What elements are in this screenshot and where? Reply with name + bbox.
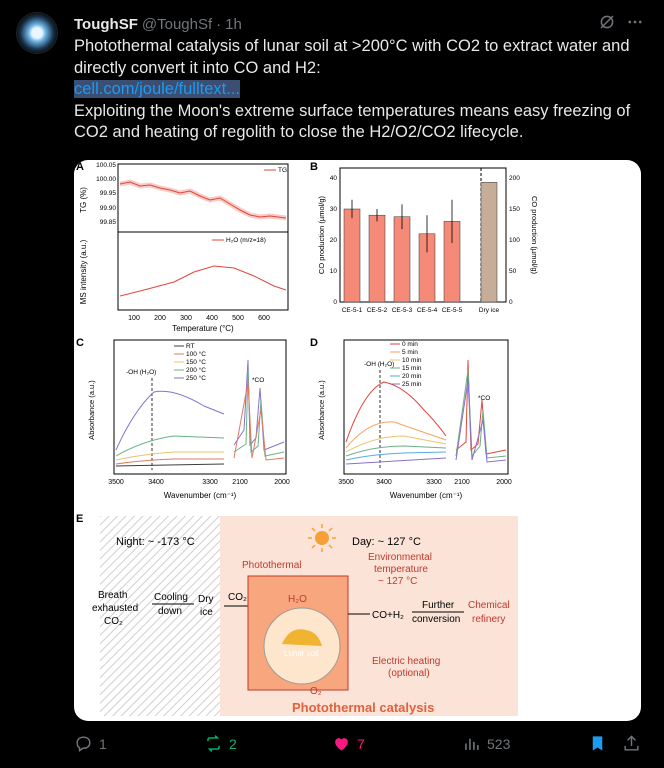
bar <box>369 215 385 302</box>
b-left-tick: 20 <box>329 237 337 244</box>
tg-tick: 99.90 <box>99 205 116 212</box>
co2-label: CO₂ <box>228 592 247 603</box>
tg-tick: 99.95 <box>99 190 116 197</box>
d-x-tick: 3500 <box>338 479 354 486</box>
grok-icon[interactable] <box>598 13 616 31</box>
c-x-tick: 3300 <box>202 479 218 486</box>
c-oh-label: -OH (H₂O) <box>126 369 157 376</box>
d-curve <box>346 446 446 456</box>
d-legend-item: 5 min <box>402 349 418 356</box>
b-ylabel-left: CO production (µmol/g) <box>317 195 326 275</box>
retweet-button[interactable] <box>204 734 237 753</box>
tweet-header <box>74 13 644 35</box>
view-count: 523 <box>487 735 511 752</box>
tweet-text <box>74 36 644 144</box>
env-line-3: ~ 127 °C <box>378 576 418 587</box>
c-legend-item: 250 °C <box>186 375 206 382</box>
figure-svg <box>74 160 641 721</box>
d-legend-item: 0 min <box>402 341 418 348</box>
photothermal-label: Photothermal <box>242 560 302 571</box>
c-curve <box>116 464 224 466</box>
b-left-tick: 10 <box>329 268 337 275</box>
like-count: 7 <box>357 735 365 752</box>
more-icon[interactable] <box>626 13 644 31</box>
product-label: CO+H₂ <box>372 610 404 621</box>
dry-ice-line-2: ice <box>200 607 213 618</box>
ms-ylabel: MS intensity (a.u.) <box>79 239 88 305</box>
share-button[interactable] <box>622 734 641 753</box>
b-left-tick: 0 <box>333 299 337 306</box>
d-co-label: *CO <box>478 395 491 402</box>
tg-tick: 99.85 <box>99 219 116 226</box>
env-line-1: Environmental <box>368 552 432 563</box>
c-x-tick: 3500 <box>108 479 124 486</box>
timestamp[interactable]: 1h <box>225 15 242 33</box>
b-left-tick: 40 <box>329 175 337 182</box>
tg-ylabel: TG (%) <box>79 187 88 213</box>
b-right-tick: 100 <box>509 237 520 244</box>
display-name[interactable]: ToughSF <box>74 15 138 33</box>
breath-line-3: CO₂ <box>104 616 123 627</box>
bar-category-label: Dry ice <box>478 307 500 314</box>
further-line-1: Further <box>422 600 455 611</box>
c-x-tick: 2000 <box>274 479 290 486</box>
panel-a-label: A <box>76 161 84 173</box>
env-line-2: temperature <box>374 564 428 575</box>
bar <box>344 209 360 302</box>
bar-category-label: CE-5-2 <box>366 307 388 314</box>
further-line-2: conversion <box>412 614 461 625</box>
reply-icon <box>74 734 93 753</box>
d-curve <box>346 436 446 452</box>
tg-band <box>120 182 286 218</box>
c-ylabel: Absorbance (a.u.) <box>87 380 96 440</box>
c-x-tick: 2100 <box>232 479 248 486</box>
views-button[interactable] <box>462 734 510 753</box>
figure-caption: Photothermal catalysis <box>292 700 435 715</box>
day-label: Day: ~ 127 °C <box>352 536 421 548</box>
c-co-label: *CO <box>252 377 265 384</box>
bookmark-button[interactable] <box>588 734 607 753</box>
bookmark-icon <box>588 734 607 753</box>
retweet-count: 2 <box>229 735 237 752</box>
dry-ice-line-1: Dry <box>198 594 214 605</box>
b-left-tick: 30 <box>329 206 337 213</box>
d-curve <box>456 380 506 462</box>
b-ylabel-right: CO production (µmol/g) <box>530 195 539 275</box>
panel-b-label: B <box>310 161 318 173</box>
a-x-tick: 200 <box>154 315 166 322</box>
d-oh-label: -OH (H₂O) <box>364 361 395 368</box>
c-legend <box>174 343 206 382</box>
c-xlabel: Wavenumber (cm⁻¹) <box>163 491 237 500</box>
d-legend <box>390 341 422 388</box>
like-button[interactable] <box>332 734 365 753</box>
a-x-tick: 300 <box>180 315 192 322</box>
bar-category-label: CE-5-1 <box>341 307 363 314</box>
user-handle[interactable]: @ToughSf <box>141 15 213 33</box>
c-legend-item: 200 °C <box>186 367 206 374</box>
night-label: Night: ~ -173 °C <box>116 536 195 548</box>
chem-line-1: Chemical <box>468 600 510 611</box>
d-x-tick: 3300 <box>426 479 442 486</box>
lunar-soil-circle <box>264 608 340 684</box>
d-ylabel: Absorbance (a.u.) <box>317 380 326 440</box>
reply-button[interactable] <box>74 734 107 753</box>
media-figure[interactable] <box>74 160 641 721</box>
action-bar <box>74 734 644 758</box>
h2o-label: H₂O <box>288 594 307 605</box>
ms-curve <box>120 266 286 296</box>
sun-icon <box>315 531 329 545</box>
c-legend-item: 100 °C <box>186 351 206 358</box>
a-xlabel: Temperature (°C) <box>172 324 234 333</box>
d-x-tick: 3400 <box>376 479 392 486</box>
views-icon <box>462 734 481 753</box>
avatar[interactable] <box>17 13 57 53</box>
share-icon <box>622 734 641 753</box>
cooling-line-1: Cooling <box>154 592 188 603</box>
panel-c-label: C <box>76 337 84 349</box>
c-curve <box>116 459 224 464</box>
tweet-line-2: Exploiting the Moon's extreme surface temperatures means easy freezing of CO2 and heating of regolith to close the H2/O2/CO2 lifecycle. <box>74 101 631 141</box>
bar-category-label: CE-5-5 <box>441 307 463 314</box>
c-x-tick: 3400 <box>148 479 164 486</box>
a-x-tick: 400 <box>206 315 218 322</box>
d-curve <box>346 422 446 448</box>
bar-category-label: CE-5-3 <box>391 307 413 314</box>
bar-category-label: CE-5-4 <box>416 307 438 314</box>
tg-tick: 100.00 <box>96 176 116 183</box>
cooling-line-2: down <box>158 606 182 617</box>
retweet-icon <box>204 734 223 753</box>
electric-line-1: Electric heating <box>372 656 441 667</box>
tg-legend: TG <box>278 167 288 174</box>
panel-e-label: E <box>76 513 84 525</box>
heart-icon <box>332 734 351 753</box>
b-right-tick: 200 <box>509 175 520 182</box>
b-right-tick: 150 <box>509 206 520 213</box>
bar-chart-b <box>342 182 500 314</box>
tweet-line-1: Photothermal catalysis of lunar soil at >200°C with CO2 to extract water and directly convert it into CO and H2: <box>74 37 630 77</box>
bar <box>394 217 410 302</box>
breath-line-2: exhausted <box>92 603 139 614</box>
lunar-soil-label: Lunar soil <box>284 649 319 658</box>
d-legend-item: 15 min <box>402 365 422 372</box>
o2-label: O₂ <box>310 686 322 697</box>
b-right-tick: 50 <box>509 268 517 275</box>
c-curve <box>116 391 224 450</box>
breath-line-1: Breath <box>98 590 128 601</box>
a-x-tick: 100 <box>128 315 140 322</box>
d-legend-item: 25 min <box>402 381 422 388</box>
panel-d-label: D <box>310 337 318 349</box>
d-legend-item: 10 min <box>402 357 422 364</box>
article-link[interactable]: cell.com/joule/fulltext... <box>74 80 240 98</box>
ms-legend: H₂O (m/z=18) <box>226 237 266 244</box>
bar <box>481 182 497 302</box>
d-xlabel: Wavenumber (cm⁻¹) <box>389 491 463 500</box>
d-curve <box>346 458 446 464</box>
electric-line-2: (optional) <box>388 668 430 679</box>
c-curve <box>234 382 284 460</box>
d-x-tick: 2000 <box>496 479 512 486</box>
a-x-tick: 500 <box>232 315 244 322</box>
d-x-tick: 2100 <box>454 479 470 486</box>
d-legend-item: 20 min <box>402 373 422 380</box>
separator: · <box>216 15 222 33</box>
b-right-tick: 0 <box>509 299 513 306</box>
reply-count: 1 <box>99 735 107 752</box>
c-legend-item: RT <box>186 343 195 350</box>
a-x-tick: 600 <box>258 315 270 322</box>
chem-line-2: refinery <box>472 614 506 625</box>
c-curve <box>116 436 224 456</box>
c-legend-item: 150 °C <box>186 359 206 366</box>
tg-tick: 100.05 <box>96 162 116 169</box>
